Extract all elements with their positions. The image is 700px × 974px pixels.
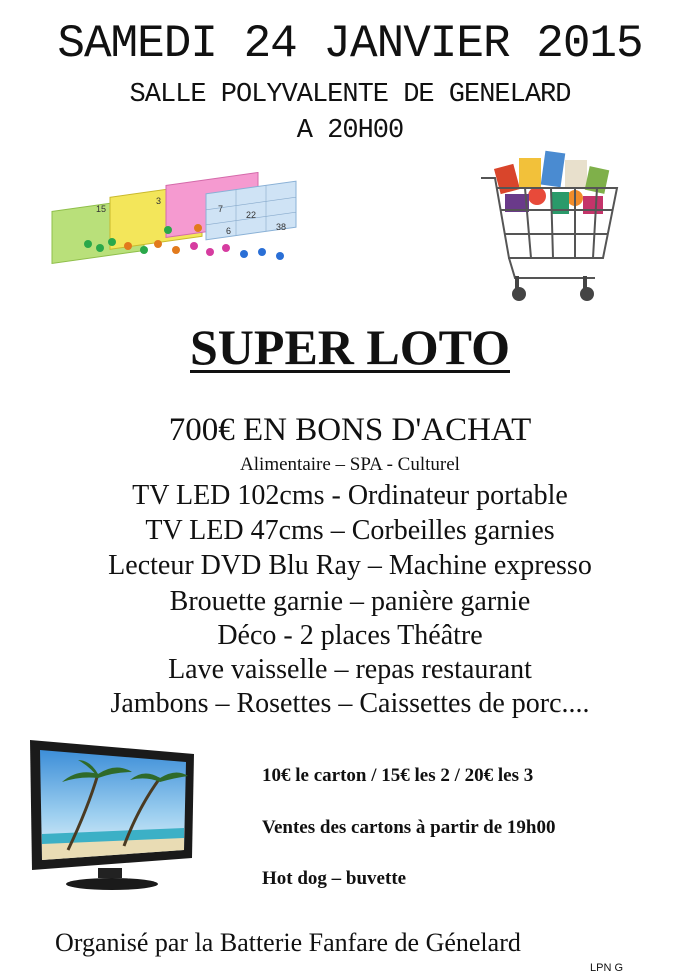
event-headline [0, 318, 700, 376]
television-illustration [28, 738, 200, 893]
bingo-number: 22 [246, 210, 257, 220]
prize-line: Brouette garnie – panière garnie [169, 586, 531, 617]
footer-mark: LPN G [590, 962, 624, 974]
bingo-cards-illustration [48, 172, 298, 264]
prize-line: Jambons – Rosettes – Caissettes de porc.... [110, 688, 590, 719]
bingo-number: 7 [218, 204, 224, 214]
shopping-cart-illustration [475, 148, 625, 313]
event-date: SAMEDI 24 JANVIER 2015 [57, 18, 643, 70]
bingo-number: 15 [96, 204, 107, 214]
organizer: Organisé par la Batterie Fanfare de Génelard [55, 928, 521, 957]
card-prices: 10€ le carton / 15€ les 2 / 20€ les 3 [262, 765, 534, 786]
bingo-number: 3 [156, 196, 162, 206]
food-drinks: Hot dog – buvette [262, 868, 407, 889]
prize-line: Lave vaisselle – repas restaurant [168, 654, 532, 685]
headline-text: SUPER LOTO [190, 319, 510, 375]
card-sales-start: Ventes des cartons à partir de 19h00 [262, 817, 556, 838]
bingo-number: 38 [276, 222, 287, 232]
prize-line: TV LED 47cms – Corbeilles garnies [145, 515, 555, 546]
prize-subtitle: Alimentaire – SPA - Culturel [240, 454, 460, 475]
bingo-number: 6 [226, 226, 232, 236]
prize-line: Déco - 2 places Théâtre [217, 620, 483, 651]
event-time: A 20H00 [296, 116, 404, 146]
event-venue: SALLE POLYVALENTE DE GENELARD [129, 80, 571, 110]
prize-line: Lecteur DVD Blu Ray – Machine expresso [108, 550, 592, 581]
prize-total: 700€ EN BONS D'ACHAT [168, 412, 532, 448]
prize-line: TV LED 102cms - Ordinateur portable [132, 480, 568, 511]
